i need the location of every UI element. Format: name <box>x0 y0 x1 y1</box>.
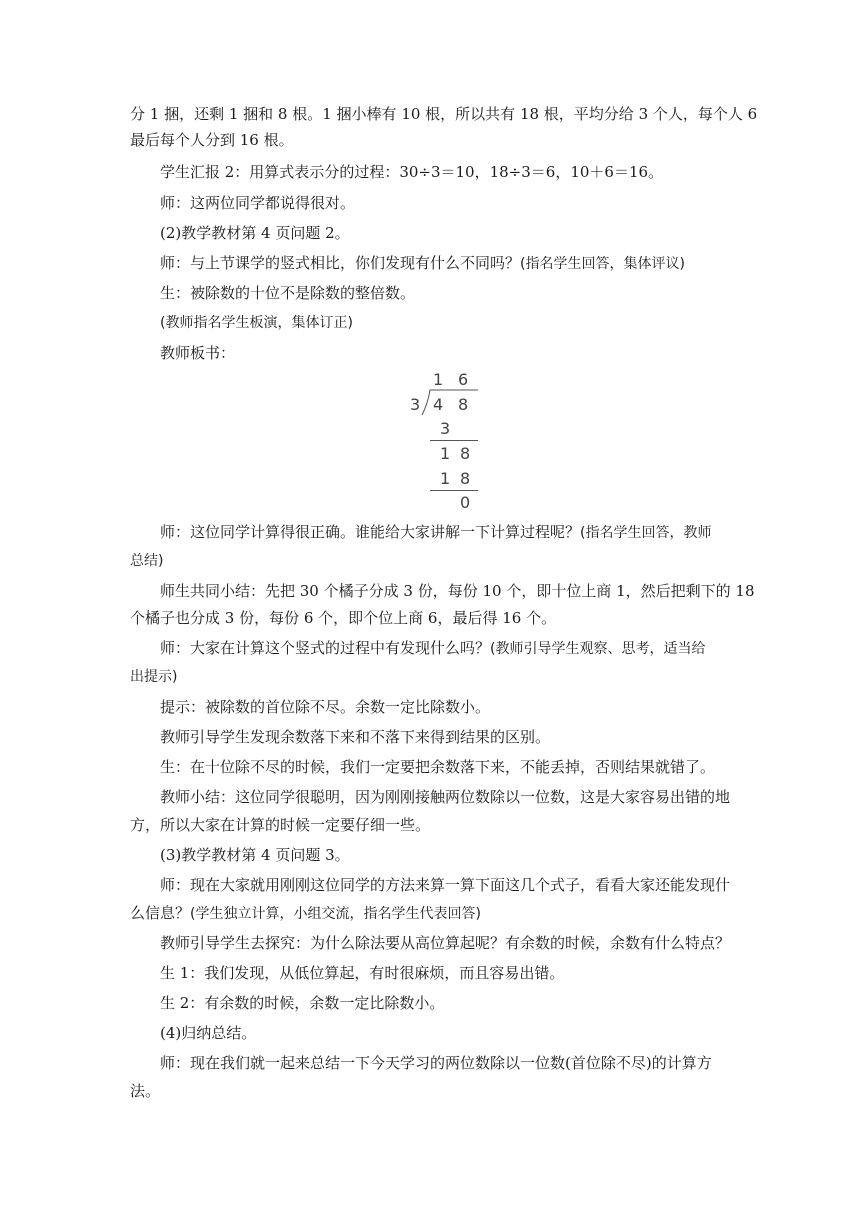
paragraph-line: 教师板书： <box>160 344 236 362</box>
paragraph-line <box>160 638 705 659</box>
remainder: 0 <box>460 493 471 512</box>
paragraph-line: 师生共同小结：先把 30 个橘子分成 3 份，每份 10 个，即十位上商 1，然后把剩下的 18 <box>160 582 755 600</box>
paragraph-line: 方，所以大家在计算的时候一定要仔细一些。 <box>130 816 431 834</box>
dialogue-text: 师：与上节课学的竖式相比，你们发现有什么不同吗？ <box>160 254 521 272</box>
teaching-note: 总结) <box>130 553 164 569</box>
long-division <box>400 366 490 514</box>
paragraph-line: 教师引导学生去探究：为什么除法要从高位算起呢？有余数的时候，余数有什么特点？ <box>160 934 731 952</box>
paragraph-line: 师：现在我们就一起来总结一下今天学习的两位数除以一位数(首位除不尽)的计算方 <box>160 1054 712 1072</box>
paragraph-line: 教师引导学生发现余数落下来和不落下来得到结果的区别。 <box>160 728 551 746</box>
paragraph-line: 师：现在大家就用刚刚这位同学的方法来算一算下面这几个式子，看看大家还能发现什 <box>160 876 731 894</box>
dividend-digit: 8 <box>458 395 469 414</box>
teaching-note: (教师指名学生板演，集体订正) <box>160 315 353 331</box>
paragraph-line: 学生汇报 2：用算式表示分的过程：30÷3＝10，18÷3＝6，10＋6＝16。 <box>160 163 664 181</box>
section-heading: (3)教学教材第 4 页问题 3。 <box>160 846 350 864</box>
paragraph-line <box>130 903 481 924</box>
paragraph-line <box>160 522 711 543</box>
partial-dividend-digit: 1 <box>440 444 451 463</box>
divisor: 3 <box>410 395 421 414</box>
subtraction-line <box>430 490 478 491</box>
dialogue-text: 师：这位同学计算得很正确。谁能给大家讲解一下计算过程呢？ <box>160 523 581 541</box>
paragraph-line: 法。 <box>130 1082 161 1100</box>
quotient-digit: 6 <box>458 370 469 389</box>
quotient-digit: 1 <box>433 370 444 389</box>
section-heading: (4)归纳总结。 <box>160 1024 257 1042</box>
section-heading: (2)教学教材第 4 页问题 2。 <box>160 224 350 242</box>
partial-product-digit: 1 <box>440 469 451 488</box>
paragraph-line: 生：被除数的十位不是除数的整倍数。 <box>160 284 416 302</box>
teaching-note: (教师引导学生观察、思考，适当给 <box>490 641 706 657</box>
dialogue-text: 么信息？ <box>130 904 191 922</box>
paragraph-line: 分 1 捆，还剩 1 捆和 8 根。1 捆小棒有 10 根，所以共有 18 根，平均分给 3 个人，每个人 6 <box>130 105 758 123</box>
paragraph-line: 提示：被除数的首位除不尽。余数一定比除数小。 <box>160 698 491 716</box>
paragraph-line: 个橘子也分成 3 份，每份 6 个，即个位上商 6，最后得 16 个。 <box>130 609 557 627</box>
partial-product-digit: 8 <box>460 469 471 488</box>
partial-dividend-digit: 8 <box>460 444 471 463</box>
paragraph-line: 师：这两位同学都说得很对。 <box>160 194 356 212</box>
paragraph-line: 生 2：有余数的时候，余数一定比除数小。 <box>160 994 445 1012</box>
partial-product: 3 <box>440 419 451 438</box>
teaching-note: (指名学生回答，教师 <box>580 525 712 541</box>
dialogue-text: 师：大家在计算这个竖式的过程中有发现什么吗？ <box>160 639 491 657</box>
paragraph-line: 教师小结：这位同学很聪明，因为刚刚接触两位数除以一位数，这是大家容易出错的地 <box>160 788 731 806</box>
paragraph-line: 最后每个人分到 16 根。 <box>130 131 294 149</box>
teaching-note: (指名学生回答，集体评议) <box>520 256 685 272</box>
dividend-digit: 4 <box>433 395 444 414</box>
subtraction-line <box>430 440 478 441</box>
teaching-note: 出提示) <box>130 669 178 685</box>
paragraph-line <box>160 253 685 274</box>
teaching-note: (学生独立计算，小组交流，指名学生代表回答) <box>190 906 481 922</box>
division-bracket <box>420 389 480 417</box>
paragraph-line: 生 1：我们发现，从低位算起，有时很麻烦，而且容易出错。 <box>160 964 565 982</box>
paragraph-line: 生：在十位除不尽的时候，我们一定要把余数落下来，不能丢掉，否则结果就错了。 <box>160 758 716 776</box>
